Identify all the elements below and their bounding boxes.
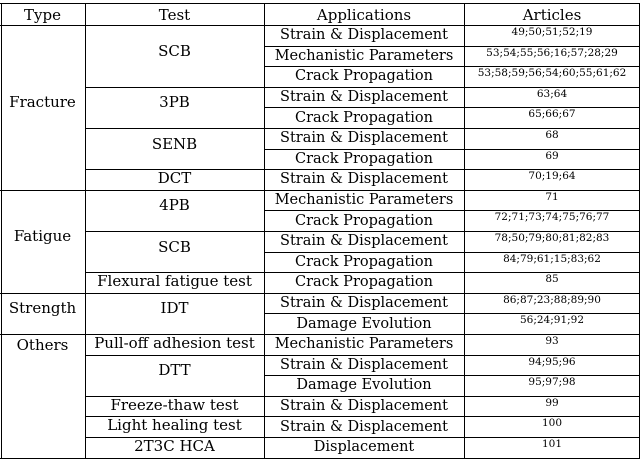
articles-cell: 86;87;23;88;89;90 (503, 293, 601, 306)
column-rule (464, 3, 465, 458)
header-articles: Articles (522, 5, 582, 24)
test-cell: Light healing test (107, 416, 242, 435)
application-cell: Strain & Displacement (280, 171, 448, 188)
group-rule (0, 293, 640, 294)
articles-cell: 93 (545, 335, 559, 347)
articles-cell: 95;97;98 (528, 376, 576, 389)
test-cell: 4PB (159, 196, 190, 215)
application-cell: Mechanistic Parameters (274, 192, 454, 209)
articles-cell: 53;58;59;56;54;60;55;61;62 (477, 67, 627, 80)
application-cell: Crack Propagation (295, 212, 433, 229)
articles-cell: 94;95;96 (528, 355, 576, 368)
test-rule (85, 169, 640, 170)
row-rule (264, 210, 640, 211)
test-cell: SCB (158, 41, 191, 60)
test-rule (85, 272, 640, 273)
articles-cell: 69 (545, 149, 559, 162)
header-rule (0, 25, 640, 26)
application-cell: Mechanistic Parameters (274, 336, 454, 353)
row-rule (264, 252, 640, 253)
application-cell: Strain & Displacement (280, 418, 448, 435)
top-rule (0, 3, 640, 4)
type-others: Others (16, 336, 69, 354)
application-cell: Strain & Displacement (280, 130, 448, 147)
articles-cell: 68 (545, 129, 559, 141)
articles-cell: 85 (545, 273, 559, 286)
test-rule (85, 416, 640, 417)
test-cell: SENB (151, 134, 198, 153)
row-rule (264, 107, 640, 108)
articles-cell: 72;71;73;74;75;76;77 (494, 211, 610, 224)
test-cell: Flexural fatigue test (97, 272, 252, 291)
type-fatigue: Fatigue (13, 227, 72, 246)
test-cell: 2T3C HCA (134, 437, 215, 455)
application-cell: Strain & Displacement (280, 295, 448, 312)
row-rule (264, 375, 640, 376)
test-cell: SCB (158, 237, 191, 256)
row-rule (264, 46, 640, 47)
application-cell: Mechanistic Parameters (274, 47, 454, 64)
application-cell: Crack Propagation (295, 274, 433, 291)
bottom-rule (0, 458, 640, 459)
application-cell: Damage Evolution (296, 315, 432, 332)
application-cell: Crack Propagation (295, 150, 433, 167)
row-rule (264, 149, 640, 150)
application-cell: Damage Evolution (296, 377, 432, 394)
application-cell: Crack Propagation (295, 253, 433, 270)
type-fracture: Fracture (9, 93, 76, 112)
articles-cell: 63;64 (536, 87, 568, 100)
application-cell: Crack Propagation (295, 109, 433, 126)
articles-cell: 99 (545, 396, 559, 409)
column-rule (85, 3, 86, 458)
test-rule (85, 128, 640, 129)
application-cell: Strain & Displacement (280, 356, 448, 373)
group-rule (0, 190, 640, 191)
test-rule (85, 355, 640, 356)
articles-cell: 65;66;67 (528, 108, 576, 121)
header-type: Type (24, 5, 61, 24)
group-rule (0, 334, 640, 335)
row-rule (264, 66, 640, 67)
test-rule (85, 396, 640, 397)
test-cell: DTT (158, 361, 191, 380)
articles-cell: 100 (541, 417, 563, 430)
application-cell: Strain & Displacement (280, 27, 448, 44)
articles-cell: 101 (541, 438, 563, 450)
application-cell: Displacement (313, 439, 415, 456)
header-test: Test (158, 5, 191, 24)
column-rule (264, 3, 265, 458)
articles-cell: 84;79;61;15;83;62 (503, 252, 601, 265)
header-applications: Applications (316, 5, 412, 24)
articles-cell: 78;50;79;80;81;82;83 (494, 232, 610, 244)
test-rule (85, 231, 640, 232)
articles-cell: 56;24;91;92 (519, 314, 585, 327)
test-cell: 3PB (159, 93, 190, 112)
test-rule (85, 437, 640, 438)
type-strength: Strength (8, 299, 77, 318)
articles-cell: 53;54;55;56;16;57;28;29 (486, 46, 618, 59)
application-cell: Strain & Displacement (280, 398, 448, 415)
row-rule (264, 313, 640, 314)
application-cell: Crack Propagation (295, 68, 433, 85)
test-cell: Freeze-thaw test (110, 395, 239, 414)
column-rule (639, 3, 640, 458)
application-cell: Strain & Displacement (280, 233, 448, 250)
articles-cell: 70;19;64 (528, 170, 576, 183)
test-rule (85, 87, 640, 88)
column-rule (1, 3, 2, 458)
test-cell: IDT (160, 299, 189, 318)
test-cell: Pull-off adhesion test (94, 334, 255, 352)
articles-cell: 71 (545, 190, 559, 203)
application-cell: Strain & Displacement (280, 89, 448, 106)
articles-cell: 49;50;51;52;19 (511, 26, 593, 38)
test-cell: DCT (157, 169, 192, 188)
